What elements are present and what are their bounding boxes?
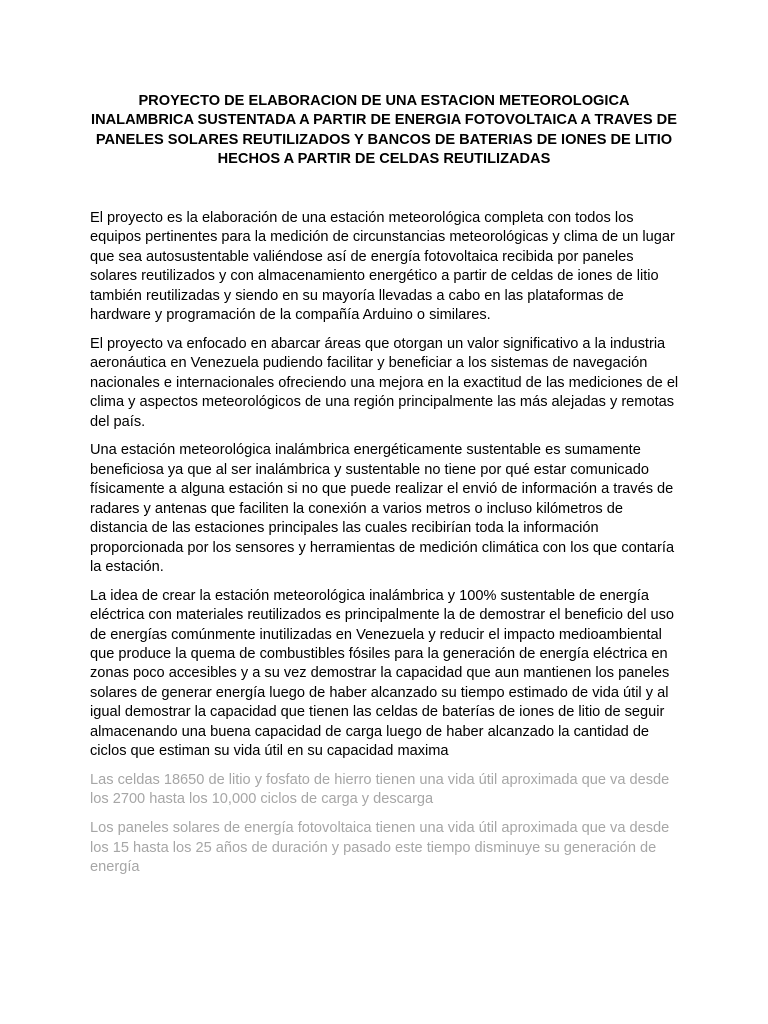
document-body [90, 209, 682, 887]
paragraph-solar-panel-lifespan: Los paneles solares de energía fotovoltaica tienen una vida útil aproximada que va desde los 15 hasta los 25 años de duración y pasado este tiempo disminuye su generación de energía [90, 820, 670, 876]
paragraph-aeronautics-focus: El proyecto va enfocado en abarcar áreas que otorgan un valor significativo a la industria aeronáutica en Venezuela pudiendo facilitar y beneficiar a los sistemas de navegación nacionales e internacionales ofreciendo una mejora en la exactitud de las mediciones de el clima y aspectos meteorológicos de una región principalmente las más alejadas y remotas del país. [90, 335, 679, 430]
paragraph-wireless-benefits: Una estación meteorológica inalámbrica energéticamente sustentable es sumamente beneficiosa ya que al ser inalámbrica y sustentable no tiene por qué estar comunicado físicamente a alguna estación si no que puede realizar el envió de información a través de radares y antenas que faciliten la conexión a varios metros o incluso kilómetros de distancia de las estaciones principales las cuales recibirían toda la información proporcionada por los sensores y herramientas de medición climática con los que contaría la estación. [90, 442, 675, 575]
paragraph-sustainability-idea: La idea de crear la estación meteorológica inalámbrica y 100% sustentable de energía eléctrica con materiales reutilizados es principalmente la de demostrar el beneficio del uso de energías comúnmente inutilizadas en Venezuela y reducir el impacto medioambiental que produce la quema de combustibles fósiles para la generación de energía eléctrica en zonas poco accesibles y a su vez demostrar la capacidad que aun mantienen los paneles solares de generar energía luego de haber alcanzado su tiempo estimado de vida útil y al igual demostrar la capacidad que tienen las celdas de baterías de iones de litio de seguir almacenando una buena capacidad de carga luego de haber alcanzado la cantidad de ciclos que estiman su vida útil en su capacidad maxima [90, 587, 675, 760]
document-title: PROYECTO DE ELABORACION DE UNA ESTACION METEOROLOGICA INALAMBRICA SUSTENTADA A PARTIR DE ENERGIA FOTOVOLTAICA A TRAVES DE PANELES SOLARES REUTILIZADOS Y BANCOS DE BATERIAS DE IONES DE LITIO HECHOS A PARTIR DE CELDAS REUTILIZADAS [91, 93, 677, 168]
paragraph-battery-lifespan: Las celdas 18650 de litio y fosfato de hierro tienen una vida útil aproximada que va desde los 2700 hasta los 10,000 ciclos de carga y descarga [90, 771, 670, 808]
paragraph-project-description: El proyecto es la elaboración de una estación meteorológica completa con todos los equipos pertinentes para la medición de circunstancias meteorológicas y clima de un lugar que sea autosustentable valiéndose así de energía fotovoltaica recibida por paneles solares reutilizados y con almacenamiento energético a partir de celdas de iones de litio también reutilizadas y siendo en su mayoría llevadas a cabo en las plataformas de hardware y programación de la compañía Arduino o similares. [90, 210, 675, 324]
